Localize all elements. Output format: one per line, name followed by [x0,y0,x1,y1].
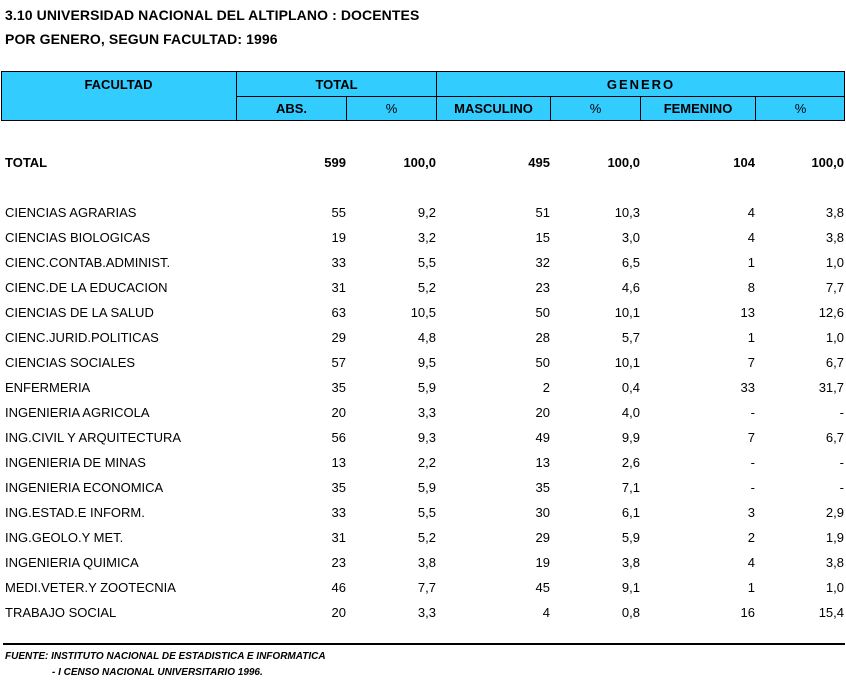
cell-masc-pct: 4,0 [621,405,640,420]
table-title: 3.10 UNIVERSIDAD NACIONAL DEL ALTIPLANO : DOCENTES [5,7,420,23]
cell-pct: 9,5 [417,355,436,370]
cell-abs: 20 [331,405,346,420]
cell-abs: 33 [331,505,346,520]
cell-fem: 1 [747,255,755,270]
header-facultad: FACULTAD [84,77,153,92]
table-subtitle: POR GENERO, SEGUN FACULTAD: 1996 [5,31,278,47]
cell-abs: 46 [331,580,346,595]
cell-pct: 100,0 [403,155,436,170]
cell-fem: - [750,480,755,495]
table-row [0,255,846,275]
cell-masc: 51 [535,205,550,220]
cell-masc: 50 [535,355,550,370]
cell-masc-pct: 3,0 [621,230,640,245]
cell-masc: 23 [535,280,550,295]
cell-abs: 55 [331,205,346,220]
table-row [0,205,846,225]
row-name: INGENIERIA DE MINAS [5,455,146,470]
table-row [0,605,846,625]
cell-fem: 104 [733,155,755,170]
cell-fem: 16 [740,605,755,620]
row-name: INGENIERIA ECONOMICA [5,480,164,495]
cell-fem-pct: 6,7 [825,355,844,370]
cell-masc-pct: 3,8 [621,555,640,570]
cell-fem: 8 [747,280,755,295]
cell-fem-pct: 6,7 [825,430,844,445]
cell-pct: 5,5 [417,255,436,270]
cell-fem-pct: 3,8 [825,230,844,245]
cell-masc: 50 [535,305,550,320]
table-row [0,430,846,450]
table-row [0,355,846,375]
cell-masc-pct: 9,1 [621,580,640,595]
header-pct: % [385,101,398,116]
cell-abs: 13 [331,455,346,470]
cell-abs: 33 [331,255,346,270]
cell-fem: 4 [747,205,755,220]
cell-pct: 9,2 [417,205,436,220]
cell-fem-pct: 7,7 [825,280,844,295]
table-row [0,580,846,600]
cell-fem: 1 [747,580,755,595]
cell-masc: 13 [535,455,550,470]
cell-masc-pct: 9,9 [621,430,640,445]
cell-fem-pct: 100,0 [811,155,844,170]
source-note-detail: - I CENSO NACIONAL UNIVERSITARIO 1996. [52,667,263,678]
cell-abs: 63 [331,305,346,320]
cell-masc-pct: 10,1 [614,355,640,370]
cell-masc-pct: 4,6 [621,280,640,295]
cell-abs: 19 [331,230,346,245]
cell-masc: 45 [535,580,550,595]
cell-pct: 5,2 [417,530,436,545]
table-row [0,405,846,425]
footer-rule [3,643,845,645]
header-fem-pct: % [794,101,807,116]
cell-masc-pct: 5,7 [621,330,640,345]
row-name: TOTAL [5,155,48,170]
table-row [0,305,846,325]
cell-fem: 3 [747,505,755,520]
cell-abs: 23 [331,555,346,570]
cell-abs: 599 [324,155,346,170]
cell-fem-pct: 12,6 [818,305,844,320]
cell-abs: 31 [331,280,346,295]
cell-abs: 31 [331,530,346,545]
row-name: INGENIERIA QUIMICA [5,555,139,570]
cell-masc-pct: 10,1 [614,305,640,320]
row-name: ING.CIVIL Y ARQUITECTURA [5,430,182,445]
cell-pct: 2,2 [417,455,436,470]
cell-pct: 7,7 [417,580,436,595]
cell-fem-pct: 3,8 [825,205,844,220]
cell-fem: 7 [747,430,755,445]
cell-pct: 5,5 [417,505,436,520]
cell-masc-pct: 0,8 [621,605,640,620]
cell-pct: 9,3 [417,430,436,445]
source-note: FUENTE: INSTITUTO NACIONAL DE ESTADISTICA E INFORMATICA [5,651,326,662]
row-name: CIENCIAS SOCIALES [5,355,136,370]
cell-pct: 4,8 [417,330,436,345]
row-name: CIENC.CONTAB.ADMINIST. [5,255,171,270]
cell-masc: 19 [535,555,550,570]
header-femenino: FEMENINO [663,101,733,116]
cell-masc-pct: 100,0 [607,155,640,170]
cell-fem: - [750,455,755,470]
cell-fem: 4 [747,230,755,245]
cell-pct: 3,2 [417,230,436,245]
row-name: MEDI.VETER.Y ZOOTECNIA [5,580,176,595]
row-name: CIENCIAS AGRARIAS [5,205,137,220]
table-row [0,480,846,500]
cell-fem: 13 [740,305,755,320]
cell-fem-pct: 1,9 [825,530,844,545]
table-row [0,555,846,575]
cell-pct: 5,9 [417,480,436,495]
cell-fem-pct: - [839,455,844,470]
cell-masc: 35 [535,480,550,495]
header-divider [236,96,845,97]
header-masc-pct: % [589,101,602,116]
table-row [0,230,846,250]
cell-pct: 3,3 [417,605,436,620]
row-name: ING.GEOLO.Y MET. [5,530,124,545]
cell-abs: 29 [331,330,346,345]
cell-masc: 28 [535,330,550,345]
cell-masc-pct: 2,6 [621,455,640,470]
cell-masc: 495 [528,155,550,170]
cell-fem-pct: 1,0 [825,580,844,595]
cell-pct: 5,9 [417,380,436,395]
table-row [0,530,846,550]
table-row [0,505,846,525]
cell-pct: 3,3 [417,405,436,420]
row-name: CIENC.JURID.POLITICAS [5,330,159,345]
cell-abs: 56 [331,430,346,445]
cell-fem-pct: 1,0 [825,255,844,270]
cell-masc-pct: 5,9 [621,530,640,545]
cell-masc-pct: 10,3 [614,205,640,220]
cell-fem-pct: 15,4 [818,605,844,620]
cell-fem: 33 [740,380,755,395]
row-name: ENFERMERIA [5,380,91,395]
cell-masc: 29 [535,530,550,545]
cell-fem-pct: 2,9 [825,505,844,520]
cell-fem-pct: 1,0 [825,330,844,345]
cell-fem-pct: - [839,405,844,420]
cell-fem: 4 [747,555,755,570]
header-masculino: MASCULINO [454,101,533,116]
cell-pct: 10,5 [410,305,436,320]
cell-abs: 57 [331,355,346,370]
cell-masc-pct: 6,5 [621,255,640,270]
table-row [0,330,846,350]
cell-fem: 1 [747,330,755,345]
cell-masc-pct: 0,4 [621,380,640,395]
cell-masc: 49 [535,430,550,445]
row-name: CIENCIAS DE LA SALUD [5,305,154,320]
header-total: TOTAL [315,77,358,92]
row-name: INGENIERIA AGRICOLA [5,405,150,420]
cell-fem-pct: 3,8 [825,555,844,570]
row-name: TRABAJO SOCIAL [5,605,117,620]
cell-pct: 5,2 [417,280,436,295]
cell-masc: 4 [542,605,550,620]
cell-abs: 35 [331,480,346,495]
cell-masc: 2 [542,380,550,395]
cell-fem: 2 [747,530,755,545]
row-name: CIENC.DE LA EDUCACION [5,280,168,295]
cell-pct: 3,8 [417,555,436,570]
table-row [0,455,846,475]
cell-masc: 20 [535,405,550,420]
cell-fem-pct: 31,7 [818,380,844,395]
cell-masc: 30 [535,505,550,520]
cell-fem-pct: - [839,480,844,495]
cell-fem: 7 [747,355,755,370]
table-row [0,280,846,300]
row-name: ING.ESTAD.E INFORM. [5,505,145,520]
table-row [0,380,846,400]
cell-masc: 15 [535,230,550,245]
cell-masc: 32 [535,255,550,270]
cell-fem: - [750,405,755,420]
header-genero: GENERO [606,77,676,92]
cell-abs: 20 [331,605,346,620]
cell-abs: 35 [331,380,346,395]
cell-masc-pct: 6,1 [621,505,640,520]
cell-masc-pct: 7,1 [621,480,640,495]
row-name: CIENCIAS BIOLOGICAS [5,230,151,245]
header-abs: ABS. [275,101,308,116]
total-row [0,155,846,175]
